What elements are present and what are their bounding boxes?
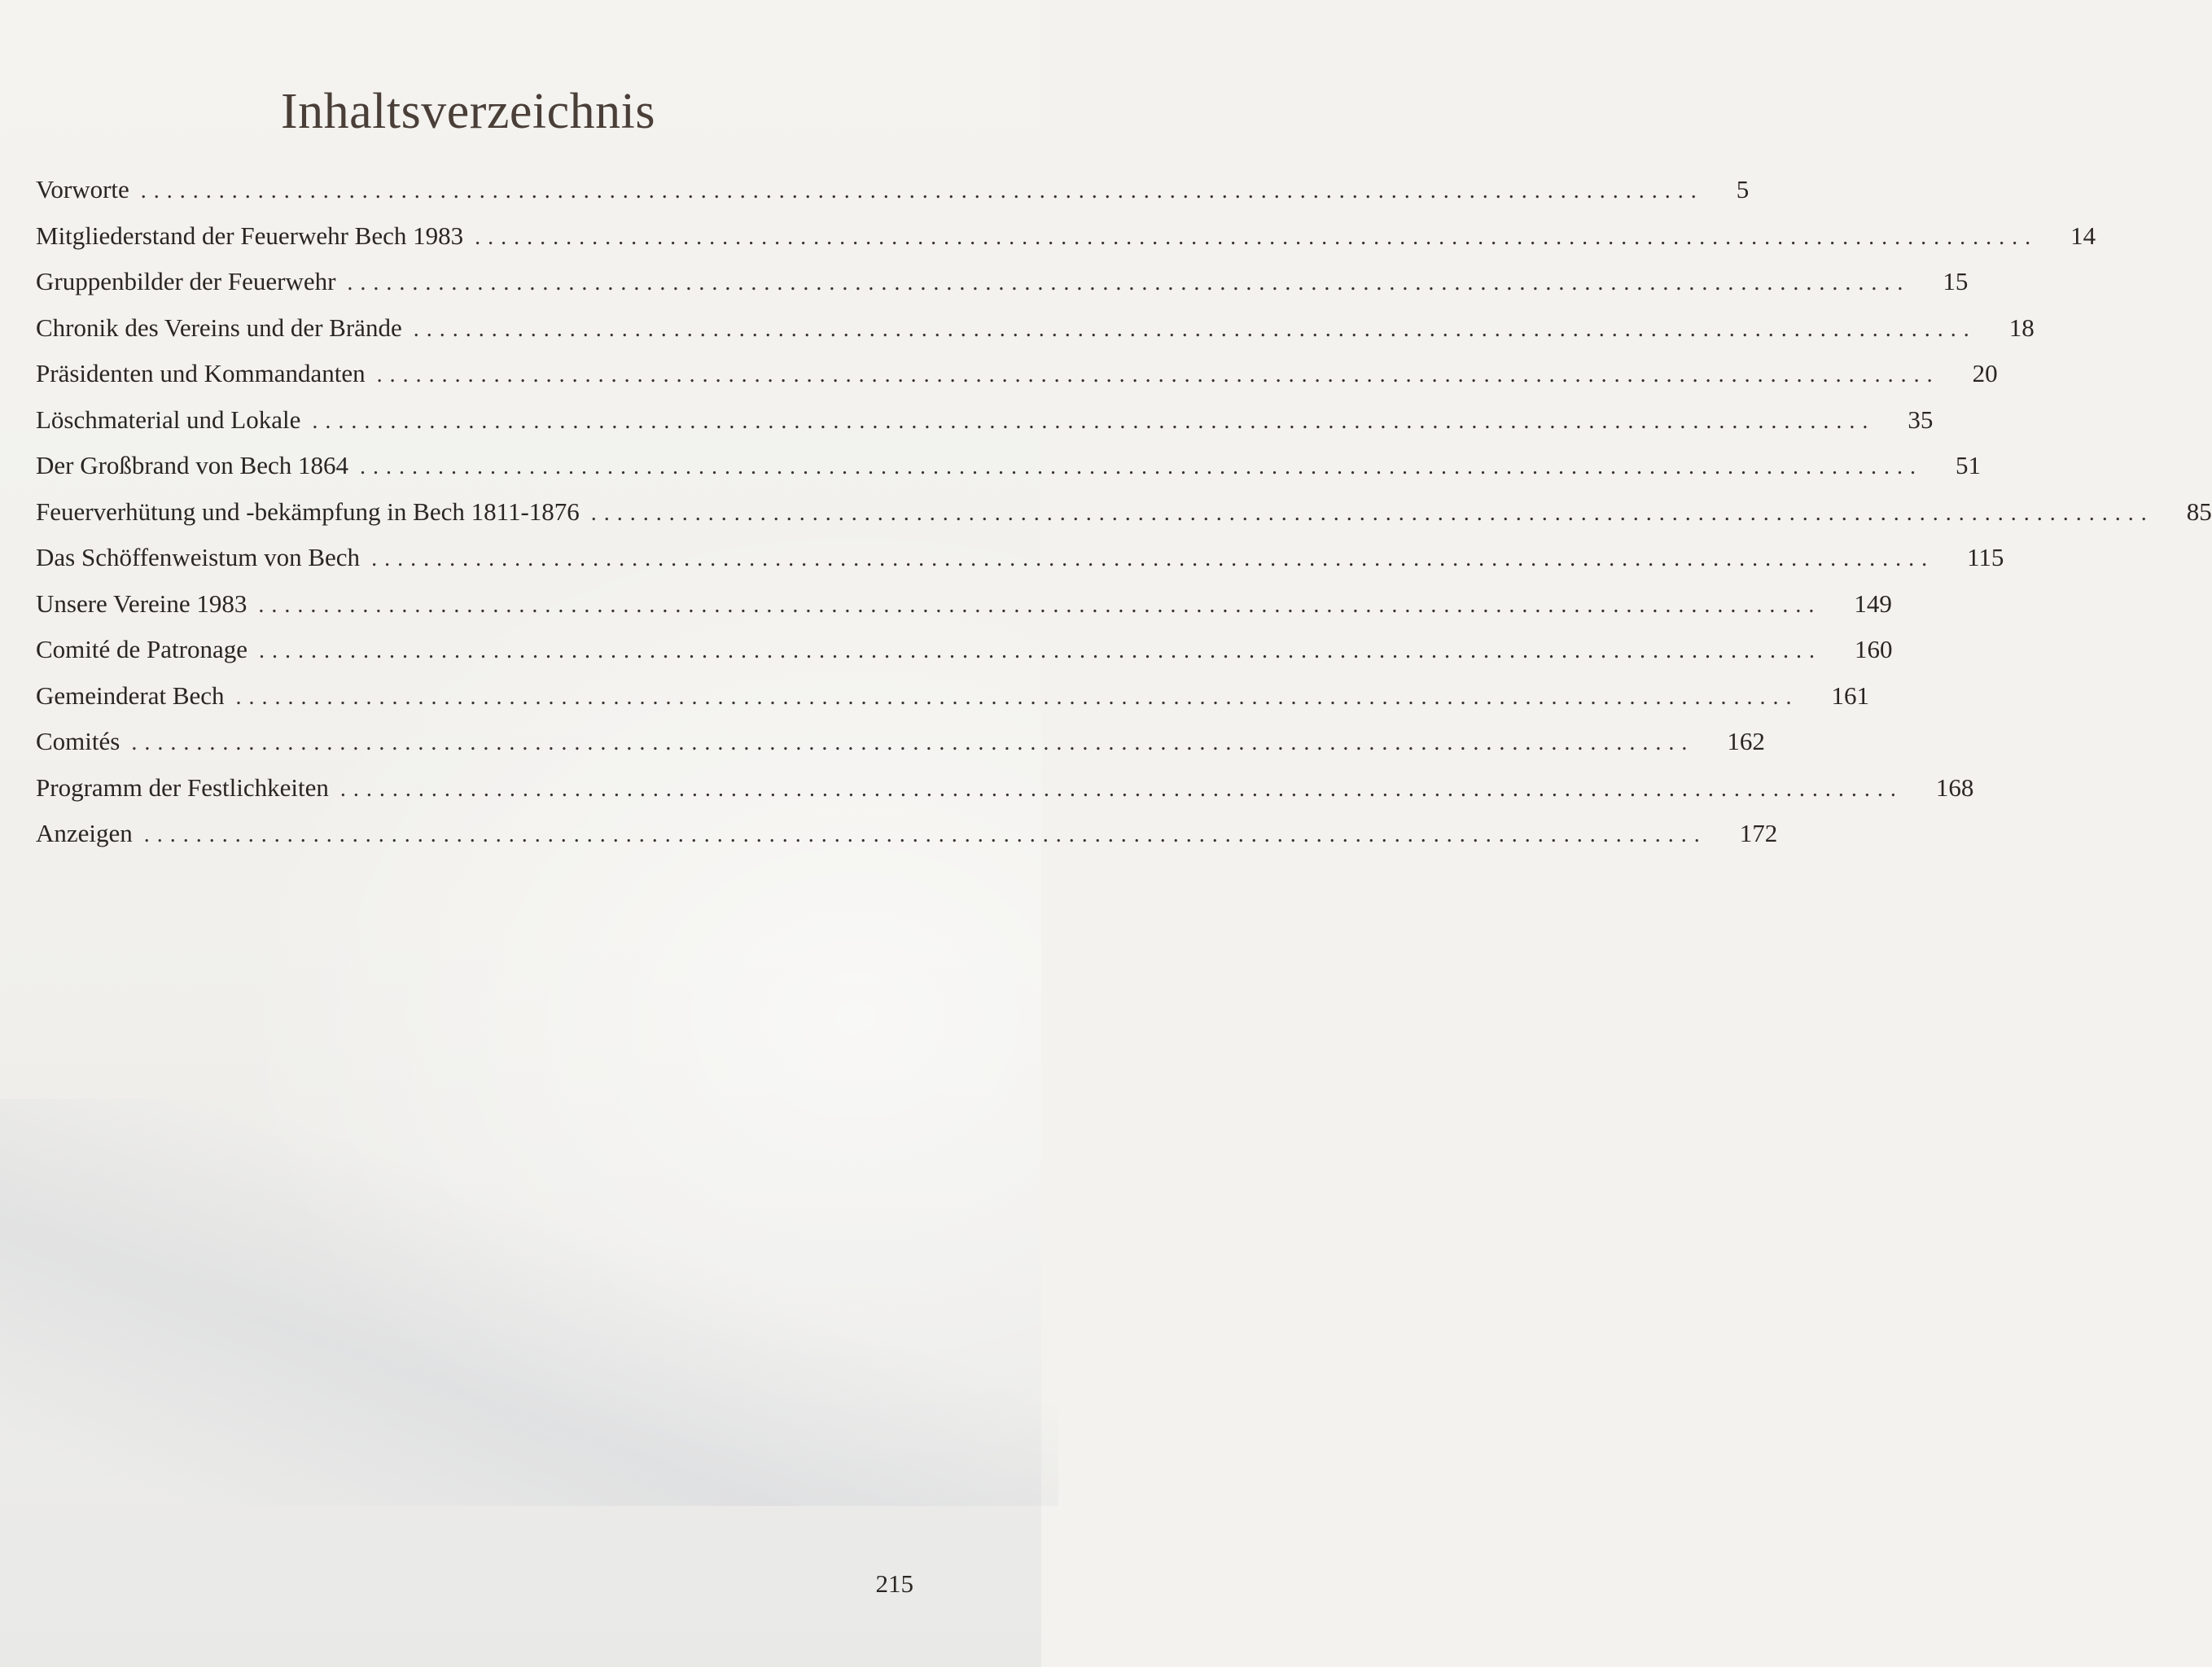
toc-entry-title: Das Schöffenweistum von Bech (36, 543, 361, 571)
toc-entry-page: 115 (1967, 543, 2004, 571)
toc-entry-title: Unsere Vereine 1983 (36, 588, 247, 618)
toc-entry-page: 20 (1972, 359, 1998, 387)
toc-leader-dots: ........................................................................................................................ (312, 408, 1876, 434)
toc-entry (36, 305, 2035, 352)
toc-entry-page: 160 (1855, 635, 1893, 663)
toc-leader-dots: ........................................................................................................................ (140, 178, 1704, 203)
toc-entry-title: Der Großbrand von Bech 1864 (36, 451, 348, 479)
toc-leader-dots: ........................................................................................................................ (376, 362, 1940, 387)
toc-entry-page: 15 (1943, 267, 1969, 295)
toc-entry (36, 535, 2004, 581)
toc-entry-page: 14 (2070, 221, 2096, 250)
toc-entry (36, 811, 1778, 857)
toc-leader-dots: ........................................................................................................................ (258, 592, 1822, 618)
toc-entry-page: 168 (1935, 772, 1974, 802)
toc-leader-dots: ........................................................................................................................ (413, 316, 1977, 342)
toc-entry (36, 397, 1934, 444)
toc-entry (36, 489, 2212, 536)
toc-entry-title: Präsidenten und Kommandanten (36, 359, 366, 387)
toc-entry-title: Chronik des Vereins und der Brände (36, 313, 402, 342)
toc-entry-page: 51 (1955, 451, 1981, 479)
toc-entry-title: Anzeigen (36, 819, 133, 847)
toc-entry (36, 443, 1981, 489)
toc-entry-title: Comités (36, 727, 120, 755)
toc-entry (36, 673, 1870, 720)
toc-entry (36, 581, 1892, 628)
toc-leader-dots: ........................................................................................................................ (259, 638, 1822, 663)
toc-entry-page: 161 (1831, 680, 1870, 710)
toc-entry-page: 35 (1908, 405, 1934, 434)
toc-entry-page: 85 (2186, 497, 2212, 526)
toc-entry-title: Comité de Patronage (36, 635, 247, 663)
toc-entry-title: Mitgliederstand der Feuerwehr Bech 1983 (36, 221, 464, 250)
toc-leader-dots: ........................................................................................................................ (475, 224, 2039, 250)
table-of-contents (36, 167, 2212, 857)
toc-entry (36, 167, 1750, 213)
toc-leader-dots: ........................................................................................................................ (590, 500, 2154, 526)
toc-entry (36, 259, 1969, 305)
toc-leader-dots: ........................................................................................................................ (131, 730, 1695, 755)
toc-entry-page: 18 (2008, 313, 2035, 342)
toc-entry-title: Gemeinderat Bech (36, 680, 225, 710)
toc-entry-page: 149 (1854, 588, 1892, 618)
toc-entry-title: Löschmaterial und Lokale (36, 405, 301, 434)
toc-entry (36, 719, 1765, 765)
toc-entry-title: Gruppenbilder der Feuerwehr (36, 267, 336, 295)
toc-entry (36, 627, 1893, 673)
toc-leader-dots: ........................................................................................................................ (143, 822, 1707, 847)
toc-leader-dots: ........................................................................................................................ (347, 270, 1911, 295)
toc-leader-dots: ........................................................................................................................ (359, 454, 1923, 479)
page-number: 215 (875, 1569, 913, 1598)
toc-entry-page: 162 (1727, 727, 1765, 755)
page-title: Inhaltsverzeichnis (280, 84, 656, 139)
toc-entry-title: Feuerverhütung und -bekämpfung in Bech 1811-1876 (36, 497, 580, 526)
page-shadow-band (0, 1099, 1058, 1506)
page-shadow (0, 936, 570, 1667)
toc-leader-dots: ........................................................................................................................ (235, 684, 1799, 710)
toc-entry (36, 213, 2096, 260)
toc-entry-page: 5 (1736, 175, 1750, 203)
toc-leader-dots: ........................................................................................................................ (371, 546, 1935, 571)
toc-leader-dots: ........................................................................................................................ (339, 776, 1903, 802)
toc-entry (36, 765, 1974, 812)
toc-entry (36, 351, 1998, 397)
toc-entry-title: Vorworte (36, 175, 129, 203)
toc-entry-page: 172 (1739, 819, 1778, 847)
toc-entry-title: Programm der Festlichkeiten (36, 772, 329, 802)
